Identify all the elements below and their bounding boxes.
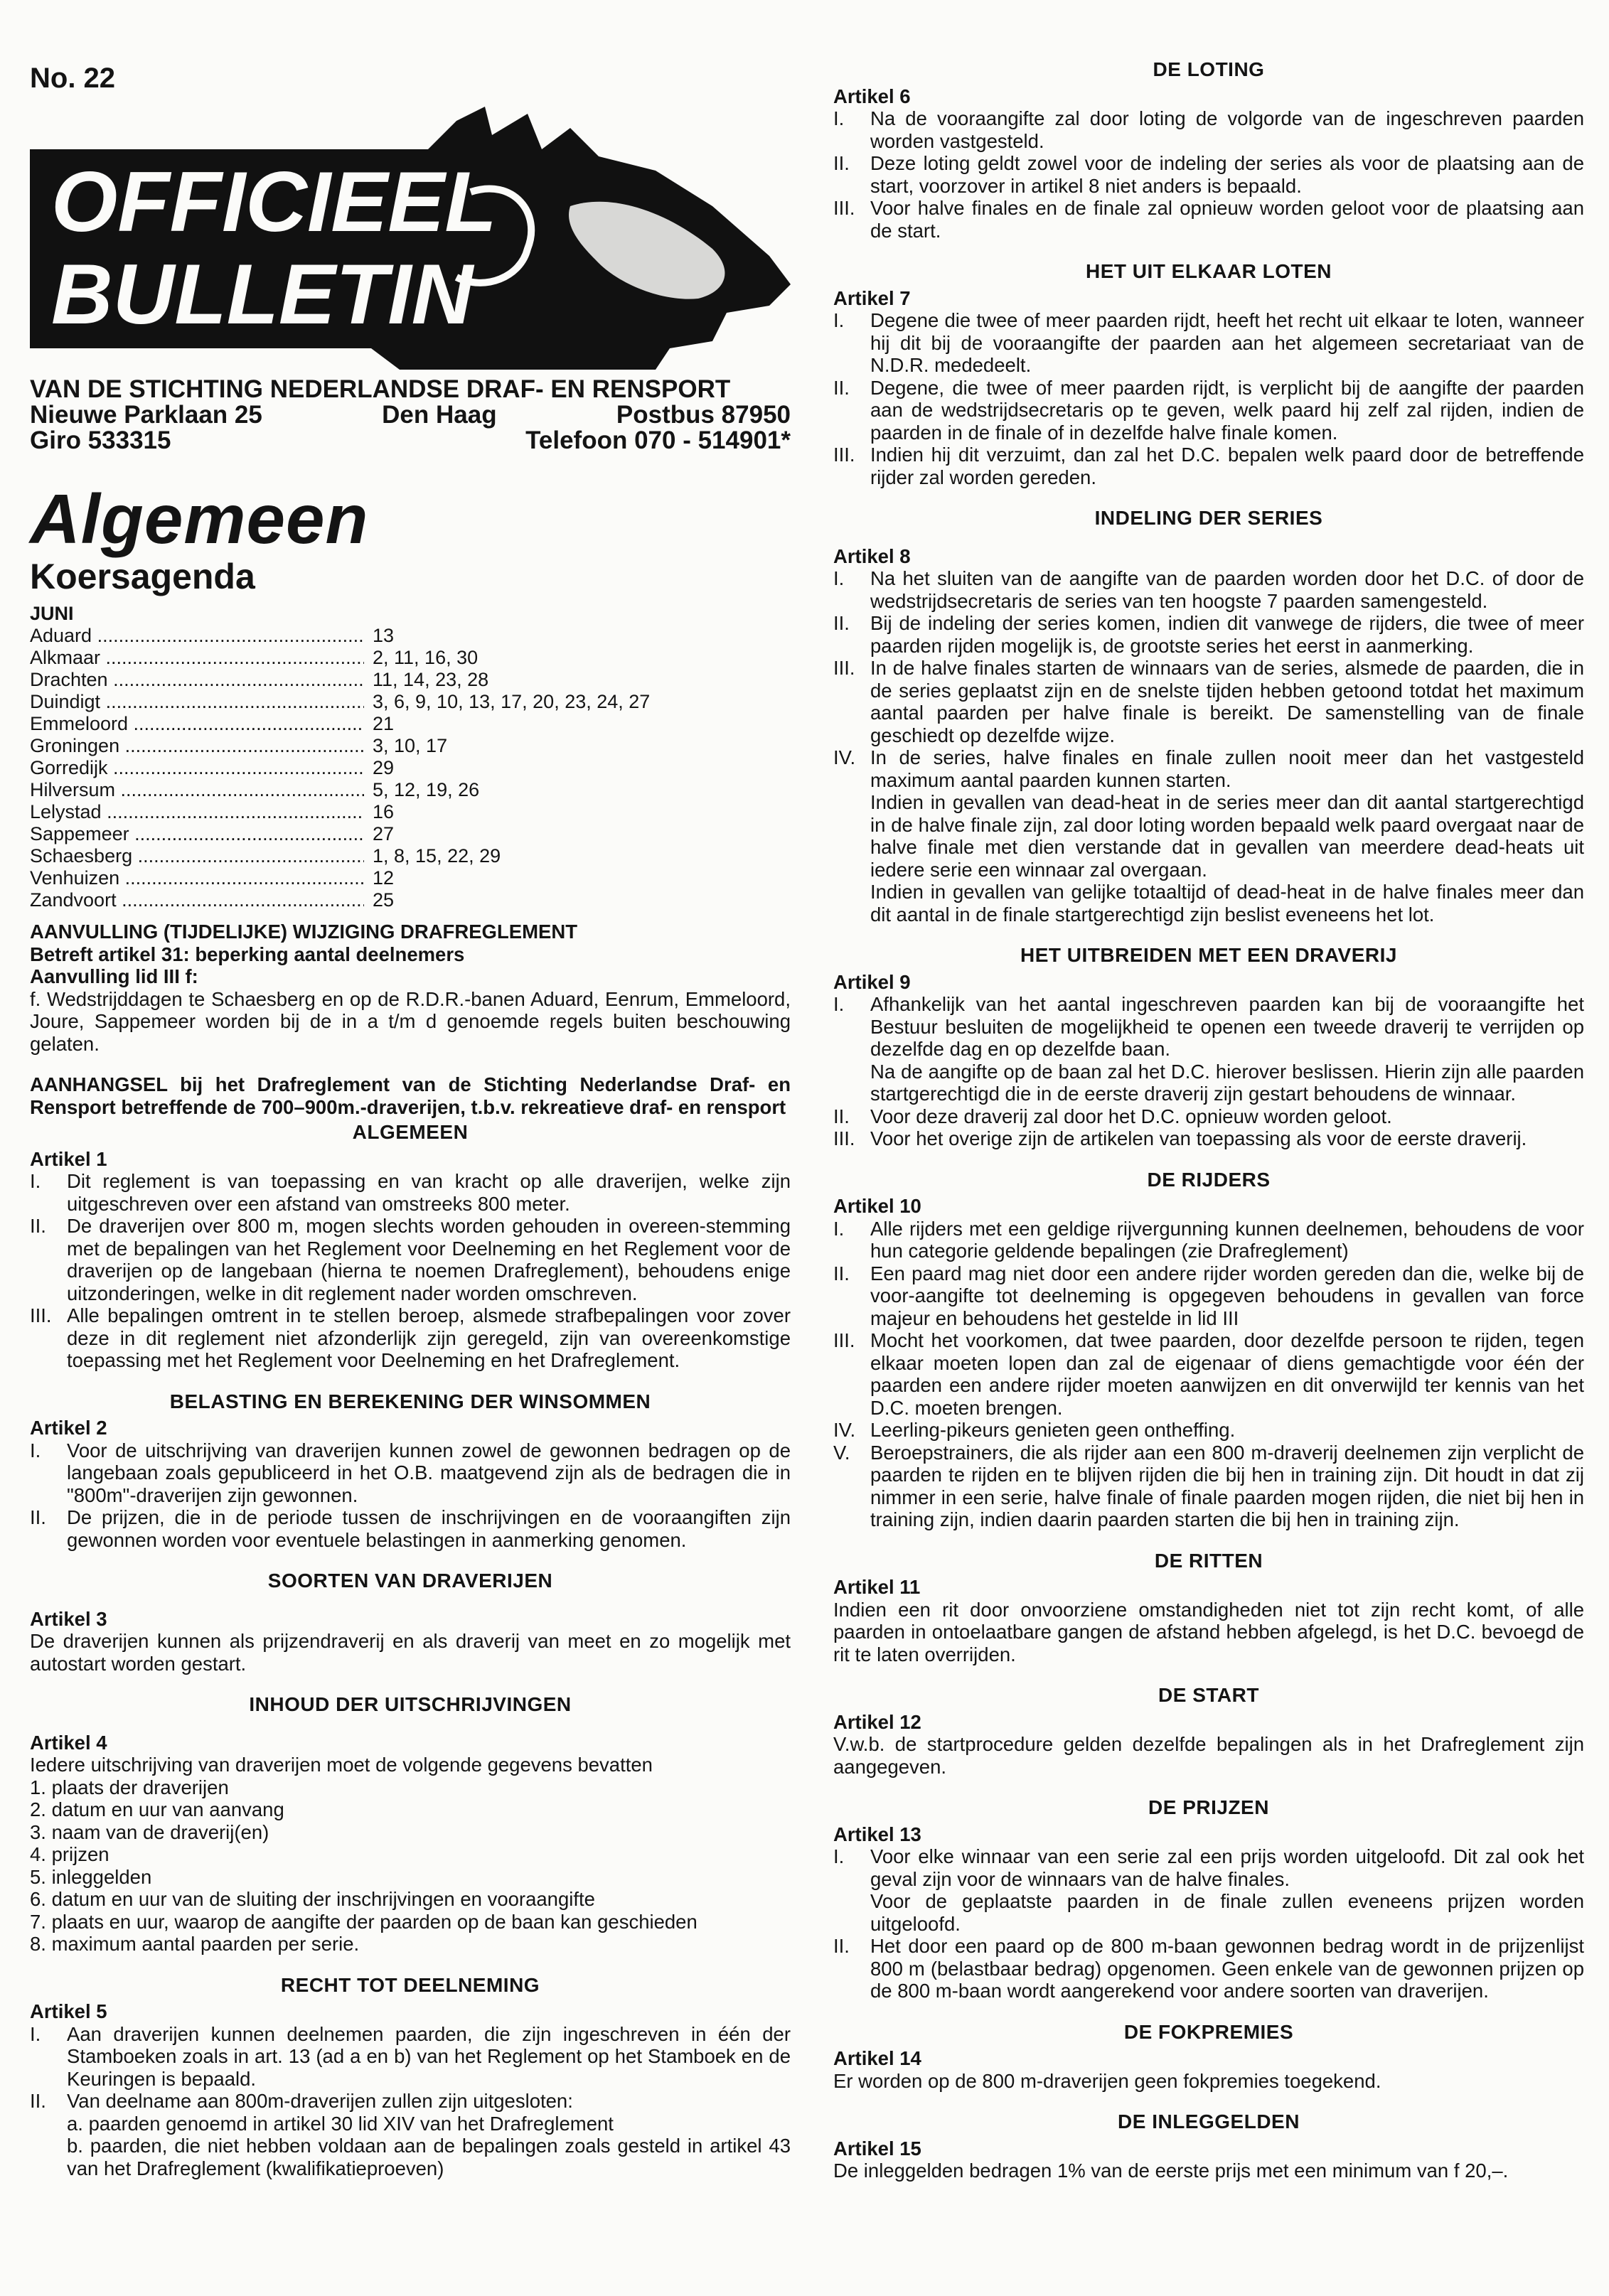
list-item: 5. inleggelden	[30, 1865, 152, 1888]
masthead-logo	[30, 107, 791, 370]
heading-algemeen: ALGEMEEN	[352, 1121, 469, 1143]
agenda-place: Zandvoort .....	[30, 889, 364, 911]
publisher-phone: Telefoon 070 - 514901*	[525, 427, 791, 454]
artikel-4-title: Artikel 4	[30, 1731, 107, 1754]
artikel-6-lid-ii	[833, 152, 1584, 197]
artikel-text: Deze loting geldt zowel voor de indeling der series als voor de plaatsing aan de start, voorzover in artikel 8 niet anders is bepaald.	[870, 152, 1584, 197]
artikel-11-title: Artikel 11	[833, 1576, 921, 1598]
agenda-dates: 25	[373, 889, 395, 911]
artikel-2-lid-i	[30, 1439, 791, 1507]
agenda-place: Schaesberg .....	[30, 845, 364, 867]
artikel-7-lid-iii	[833, 444, 1584, 488]
aanvulling-lid: Aanvulling lid III f:	[30, 965, 198, 987]
artikel-9-lid-iii	[833, 1127, 1584, 1150]
right-column	[833, 55, 1584, 2182]
artikel-1-lid-i	[30, 1170, 791, 1215]
artikel-text: Het door een paard op de 800 m-baan gewonnen bedrag wordt in de prijzenlijst 800 m (belastbaar bedrag) opgenomen. Geen enkele van de gewonnen prijzen op de 800 m-baan wordt aangerekend voor andere soorten van draverijen.	[870, 1935, 1584, 2002]
artikel-text: Degene die twee of meer paarden rijdt, heeft het recht uit elkaar te loten, wanneer hij dit bij de vooraangifte der paarden aan het algemeen secretariaat van de N.D.R. mededeelt.	[870, 309, 1584, 376]
section-title: Algemeen	[30, 480, 369, 558]
artikel-2-title: Artikel 2	[30, 1417, 107, 1439]
numeral: II.	[30, 1215, 46, 1237]
numeral: II.	[833, 1105, 850, 1127]
agenda-dates: 1, 8, 15, 22, 29	[373, 845, 501, 867]
artikel-9-lid-i	[833, 993, 1584, 1061]
agenda-row	[30, 779, 791, 801]
artikel-text: Voor halve finales en de finale zal opnieuw worden geloot voor de plaatsing aan de start.	[870, 197, 1584, 242]
artikel-6-lid-i	[833, 107, 1584, 152]
artikel-4-list	[30, 1776, 791, 1956]
artikel-8-lid-iv	[833, 746, 1584, 791]
heading-inhoud: INHOUD DER UITSCHRIJVINGEN	[249, 1693, 572, 1715]
agenda-row	[30, 669, 791, 691]
artikel-9-i-b: Na de aangifte op de baan zal het D.C. hierover beslissen. Hierin zijn alle paarden startgerechtigd die in de eerste draverij zijn gestart behoudens de winnaar.	[870, 1060, 1584, 1105]
artikel-text: De draverijen over 800 m, mogen slechts worden gehouden in overeen-stemming met de bepalingen van het Reglement voor Deelneming en het Reglement voor de draverijen op de langebaan (hierna te noemen Drafreglement), behoudens enige uitzonderingen, welke in dit reglement nader worden omschreven.	[67, 1215, 791, 1304]
agenda-place: Groningen .....	[30, 735, 364, 757]
aanvulling-title: AANVULLING (TIJDELIJKE) WIJZIGING DRAFREGLEMENT	[30, 921, 577, 943]
artikel-text: Alle rijders met een geldige rijvergunning kunnen deelnemen, behoudens de voor hun categorie geldende bepalingen (zie Drafreglement)	[870, 1217, 1584, 1262]
list-item: 1. plaats der draverijen	[30, 1776, 229, 1798]
aanvulling-betreft: Betreft artikel 31: beperking aantal deelnemers	[30, 943, 465, 965]
agenda-place: Lelystad .....	[30, 801, 364, 823]
artikel-1-title: Artikel 1	[30, 1147, 107, 1170]
numeral: II.	[833, 376, 850, 399]
artikel-10-lid-i	[833, 1218, 1584, 1262]
artikel-8-lid-i	[833, 567, 1584, 612]
artikel-15-text: De inleggelden bedragen 1% van de eerste prijs met een minimum van f 20,–.	[833, 2160, 1509, 2182]
agenda-dates: 27	[373, 823, 395, 844]
artikel-8-iv-c: Indien in gevallen van gelijke totaaltijd of dead-heat in de halve finales meer dan dit aantal in de finale startgerechtigd zijn beslist eveneens het lot.	[870, 881, 1584, 926]
artikel-9-title: Artikel 9	[833, 970, 911, 993]
artikel-5-b: b. paarden, die niet hebben voldaan aan de bepalingen zoals gesteld in artikel 43 van het Drafreglement (kwalifikatieproeven)	[67, 2135, 791, 2179]
publisher-block	[30, 377, 791, 454]
heading-fokpremies: DE FOKPREMIES	[1123, 2020, 1294, 2043]
agenda-row	[30, 625, 791, 647]
artikel-4-intro: Iedere uitschrijving van draverijen moet de volgende gegevens bevatten	[30, 1754, 653, 1776]
publisher-street: Nieuwe Parklaan 25	[30, 401, 262, 429]
agenda-dates: 21	[373, 713, 395, 734]
artikel-12-title: Artikel 12	[833, 1710, 921, 1733]
artikel-8-title: Artikel 8	[833, 545, 911, 567]
artikel-13-title: Artikel 13	[833, 1823, 921, 1845]
artikel-text: Beroepstrainers, die als rijder aan een 800 m-draverij deelnemen zijn verplicht de paarden te rijden en te blijven rijden die bij hen in training zijn. Dit houdt in dat zij nimmer in een serie, halve finale of finale paarden mogen rijden, die niet bij hen in training zijn, indien daarin paarden starten die bij hen in training zijn.	[870, 1441, 1584, 1530]
list-item: 8. maximum aantal paarden per serie.	[30, 1933, 360, 1955]
agenda-dates: 2, 11, 16, 30	[373, 647, 479, 668]
artikel-text: In de halve finales starten de winnaars van de series, alsmede de paarden, die in de series geplaatst zijn en de snelste tijden hebben getoond totdat het maximum aantal paarden per halve finale is bereikt. De samenstelling van de finale geschiedt op dezelfde wijze.	[870, 657, 1584, 746]
agenda-row	[30, 889, 791, 911]
agenda-row	[30, 845, 791, 867]
artikel-text: De prijzen, die in de periode tussen de inschrijvingen en de vooraangiften zijn gewonnen worden voor eventuele belastingen in aanmerking genomen.	[67, 1506, 791, 1551]
agenda-row	[30, 757, 791, 779]
agenda-row	[30, 713, 791, 735]
agenda-row	[30, 691, 791, 713]
agenda-place: Aduard .....	[30, 625, 364, 647]
artikel-text: Degene, die twee of meer paarden rijdt, is verplicht bij de aangifte der paarden aan de wedstrijdsecretaris op te geven, welk paard hij zelf zal rijden, indien de paarden in de finale of in dezelfde halve finale komen.	[870, 376, 1584, 444]
artikel-text: Een paard mag niet door een andere rijder worden gereden dan die, welke bij de voor-aangifte tot deelneming is opgegeven behoudens in gevallen van force majeur en behoudens het gestelde in lid III	[870, 1262, 1584, 1329]
heading-ritten: DE RITTEN	[1154, 1549, 1263, 1572]
artikel-7-lid-ii	[833, 377, 1584, 444]
numeral: I.	[833, 567, 845, 589]
artikel-5-lid-ii	[30, 2090, 791, 2113]
heading-prijzen: DE PRIJZEN	[1148, 1796, 1269, 1818]
numeral: I.	[30, 2022, 41, 2045]
artikel-text: Na de vooraangifte zal door loting de volgorde van de ingeschreven paarden worden vastgesteld.	[870, 107, 1584, 152]
numeral: III.	[30, 1304, 52, 1326]
publisher-city: Den Haag	[382, 401, 497, 429]
artikel-5-title: Artikel 5	[30, 2000, 107, 2022]
agenda-month: JUNI	[30, 603, 74, 624]
agenda-place: Venhuizen .....	[30, 867, 364, 889]
heading-loting: DE LOTING	[1153, 58, 1265, 80]
agenda-dates: 12	[373, 867, 395, 889]
agenda-title: Koersagenda	[30, 557, 255, 596]
artikel-6-title: Artikel 6	[833, 85, 911, 107]
artikel-8-lid-ii	[833, 612, 1584, 657]
numeral: II.	[30, 2090, 46, 2112]
numeral: IV.	[833, 746, 856, 768]
artikel-1-lid-ii	[30, 1215, 791, 1304]
list-item: 6. datum en uur van de sluiting der inschrijvingen en vooraangifte	[30, 1888, 595, 1910]
numeral: III.	[833, 1329, 855, 1351]
agenda-row	[30, 801, 791, 823]
artikel-10-lid-iii	[833, 1329, 1584, 1419]
artikel-text: Mocht het voorkomen, dat twee paarden, door dezelfde persoon te rijden, tegen elkaar moeten lopen dan zal de eigenaar of diens gemachtigde voor één der paarden een andere rijder moeten aanwijzen en dit onverwijld ter kennis van het D.C. moeten brengen.	[870, 1329, 1584, 1419]
artikel-13-lid-ii	[833, 1935, 1584, 2002]
artikel-13-i-b: Voor de geplaatste paarden in de finale zullen eveneens prijzen worden uitgeloofd.	[870, 1890, 1584, 1935]
agenda-place: Hilversum .....	[30, 779, 364, 801]
artikel-text: Voor elke winnaar van een serie zal een prijs worden uitgeloofd. Dit zal ook het geval zijn voor de winnaars van de halve finales.	[870, 1845, 1584, 1890]
artikel-5-lid-i	[30, 2023, 791, 2091]
left-column	[30, 921, 791, 2179]
koersagenda	[30, 603, 791, 911]
numeral: I.	[833, 309, 845, 331]
artikel-3-title: Artikel 3	[30, 1607, 107, 1630]
numeral: III.	[833, 657, 855, 679]
numeral: III.	[833, 1127, 855, 1149]
agenda-dates: 11, 14, 23, 28	[373, 669, 489, 690]
artikel-text: Van deelname aan 800m-draverijen zullen zijn uitgesloten:	[67, 2090, 573, 2112]
artikel-8-iv-b: Indien in gevallen van dead-heat in de series meer dan dit aantal startgerechtigd in de halve finale zijn, zal door loting worden bepaald welk paard overgaat naar de halve finale met dien verstande dat in gevallen van meerdere dead-heats uit iedere serie een winnaar zal overgaan.	[870, 791, 1584, 881]
heading-soorten: SOORTEN VAN DRAVERIJEN	[267, 1570, 553, 1592]
issue-number: No. 22	[30, 63, 116, 94]
agenda-dates: 16	[373, 801, 395, 822]
artikel-text: Voor deze draverij zal door het D.C. opnieuw worden geloot.	[870, 1105, 1392, 1127]
agenda-row	[30, 823, 791, 845]
numeral: I.	[833, 1845, 845, 1867]
list-item: 3. naam van de draverij(en)	[30, 1820, 269, 1843]
agenda-place: Drachten .....	[30, 669, 364, 691]
numeral: II.	[833, 612, 850, 634]
artikel-3-text: De draverijen kunnen als prijzendraverij en als draverij van meet en zo mogelijk met autostart worden gestart.	[30, 1630, 791, 1675]
artikel-7-lid-i	[833, 309, 1584, 377]
numeral: III.	[833, 444, 855, 466]
numeral: II.	[30, 1506, 46, 1528]
masthead-line1: OFFICIEEL	[51, 154, 497, 250]
artikel-10-lid-iv	[833, 1419, 1584, 1442]
numeral: I.	[833, 993, 845, 1015]
artikel-8-lid-iii	[833, 657, 1584, 746]
artikel-text: Bij de indeling der series komen, indien dit vanwege de rijders, die twee of meer paarden rijden mogelijk is, de grootste series het eerst in aanmerking.	[870, 612, 1584, 657]
artikel-14-text: Er worden op de 800 m-draverijen geen fokpremies toegekend.	[833, 2069, 1381, 2092]
agenda-place: Duindigt .....	[30, 691, 364, 713]
heading-rijders: DE RIJDERS	[1147, 1168, 1271, 1191]
horse-head-logo	[30, 107, 791, 370]
masthead-line2: BULLETIN	[51, 247, 474, 342]
heading-uit-elkaar: HET UIT ELKAAR LOTEN	[1086, 260, 1332, 282]
agenda-row	[30, 735, 791, 757]
agenda-dates: 5, 12, 19, 26	[373, 779, 480, 800]
artikel-text: Dit reglement is van toepassing en van kracht op alle draverijen, welke zijn uitgeschreven over een afstand van omstreeks 800 meter.	[67, 1170, 791, 1215]
heading-recht: RECHT TOT DEELNEMING	[280, 1973, 540, 1996]
artikel-10-lid-v	[833, 1442, 1584, 1531]
artikel-text: In de series, halve finales en finale zullen nooit meer dan het vastgesteld maximum aantal paarden kunnen starten.	[870, 746, 1584, 791]
numeral: III.	[833, 197, 855, 219]
agenda-dates: 13	[373, 625, 395, 646]
heading-indeling: INDELING DER SERIES	[1094, 507, 1323, 529]
agenda-place: Emmeloord .....	[30, 713, 364, 735]
artikel-text: Voor het overige zijn de artikelen van toepassing als voor de eerste draverij.	[870, 1127, 1527, 1149]
numeral: V.	[833, 1441, 850, 1464]
heading-uitbreiden: HET UITBREIDEN MET EEN DRAVERIJ	[1020, 944, 1397, 966]
artikel-2-lid-ii	[30, 1506, 791, 1551]
numeral: II.	[833, 152, 850, 174]
artikel-text: Na het sluiten van de aangifte van de paarden worden door het D.C. of door de wedstrijdsecretaris de series van ten hoogste 7 paarden samengesteld.	[870, 567, 1584, 612]
numeral: I.	[833, 107, 845, 129]
artikel-text: Alle bepalingen omtrent in te stellen beroep, alsmede strafbepalingen voor zover deze in dit reglement niet afzonderlijk zijn geregeld, zijn van overeenkomstige toepassing met het Reglement voor Deelneming en het Drafreglement.	[67, 1304, 791, 1371]
agenda-dates: 3, 6, 9, 10, 13, 17, 20, 23, 24, 27	[373, 691, 651, 712]
artikel-13-lid-i	[833, 1845, 1584, 1890]
artikel-9-lid-ii	[833, 1105, 1584, 1128]
artikel-5-a: a. paarden genoemd in artikel 30 lid XIV van het Drafreglement	[67, 2112, 614, 2135]
agenda-place: Alkmaar .....	[30, 647, 364, 669]
numeral: I.	[833, 1217, 845, 1240]
aanhangsel: AANHANGSEL bij het Drafreglement van de Stichting Nederlandse Draf- en Rensport betreffende de 700–900m.-draverijen, t.b.v. rekreatieve draf- en rensport	[30, 1073, 791, 1118]
agenda-row	[30, 867, 791, 889]
publisher-name: VAN DE STICHTING NEDERLANDSE DRAF- EN RENSPORT	[30, 375, 731, 403]
numeral: I.	[30, 1439, 41, 1461]
agenda-list	[30, 625, 791, 911]
artikel-text: Voor de uitschrijving van draverijen kunnen zowel de gewonnen bedragen op de langebaan zoals gepubliceerd in het O.B. maatgevend zijn als de bedragen die in "800m"-draverijen zijn gewonnen.	[67, 1439, 791, 1506]
aanvulling-text: f. Wedstrijddagen te Schaesberg en op de R.D.R.-banen Aduard, Eenrum, Emmeloord, Joure, Sappemeer worden bij de in a t/m d genoemde regels buiten beschouwing gelaten.	[30, 987, 791, 1055]
artikel-text: Leerling-pikeurs genieten geen ontheffing.	[870, 1419, 1236, 1441]
artikel-6-lid-iii	[833, 197, 1584, 242]
numeral: I.	[30, 1170, 41, 1192]
artikel-text: Afhankelijk van het aantal ingeschreven paarden kan bij de vooraangifte het Bestuur besluiten de mogelijkheid te openen een tweede draverij te verrijden op dezelfde dag en op dezelfde baan.	[870, 993, 1584, 1060]
numeral: IV.	[833, 1419, 856, 1441]
list-item: 2. datum en uur van aanvang	[30, 1798, 284, 1820]
publisher-giro: Giro 533315	[30, 427, 171, 454]
artikel-14-title: Artikel 14	[833, 2047, 921, 2069]
artikel-text: Indien hij dit verzuimt, dan zal het D.C. bepalen welk paard door de betreffende rijder zal worden gereden.	[870, 444, 1584, 488]
heading-start: DE START	[1158, 1684, 1259, 1706]
agenda-place: Gorredijk .....	[30, 757, 364, 779]
artikel-1-lid-iii	[30, 1304, 791, 1372]
list-item: 7. plaats en uur, waarop de aangifte der paarden op de baan kan geschieden	[30, 1910, 697, 1933]
artikel-10-title: Artikel 10	[833, 1195, 921, 1217]
numeral: II.	[833, 1262, 850, 1284]
publisher-postbus: Postbus 87950	[616, 401, 791, 429]
agenda-dates: 3, 10, 17	[373, 735, 448, 756]
artikel-12-text: V.w.b. de startprocedure gelden dezelfde bepalingen als in het Drafreglement zijn aangegeven.	[833, 1733, 1584, 1778]
heading-inleggelden: DE INLEGGELDEN	[1118, 2110, 1300, 2133]
heading-belasting: BELASTING EN BEREKENING DER WINSOMMEN	[169, 1390, 651, 1412]
numeral: II.	[833, 1935, 850, 1957]
artikel-11-text: Indien een rit door onvoorziene omstandigheden niet tot zijn recht komt, of alle paarden in ontoelaatbare gangen de afstand hebben afgelegd, is het D.C. bevoegd de rit te laten overrijden.	[833, 1598, 1584, 1665]
list-item: 4. prijzen	[30, 1843, 109, 1865]
agenda-dates: 29	[373, 757, 395, 778]
artikel-7-title: Artikel 7	[833, 286, 911, 309]
agenda-place: Sappemeer .....	[30, 823, 364, 845]
agenda-row	[30, 647, 791, 669]
artikel-text: Aan draverijen kunnen deelnemen paarden, die zijn ingeschreven in één der Stamboeken zoals in art. 13 (ad a en b) van het Reglement op het Stamboek en de Keuringen is bepaald.	[67, 2022, 791, 2090]
artikel-10-lid-ii	[833, 1262, 1584, 1330]
artikel-15-title: Artikel 15	[833, 2137, 921, 2160]
